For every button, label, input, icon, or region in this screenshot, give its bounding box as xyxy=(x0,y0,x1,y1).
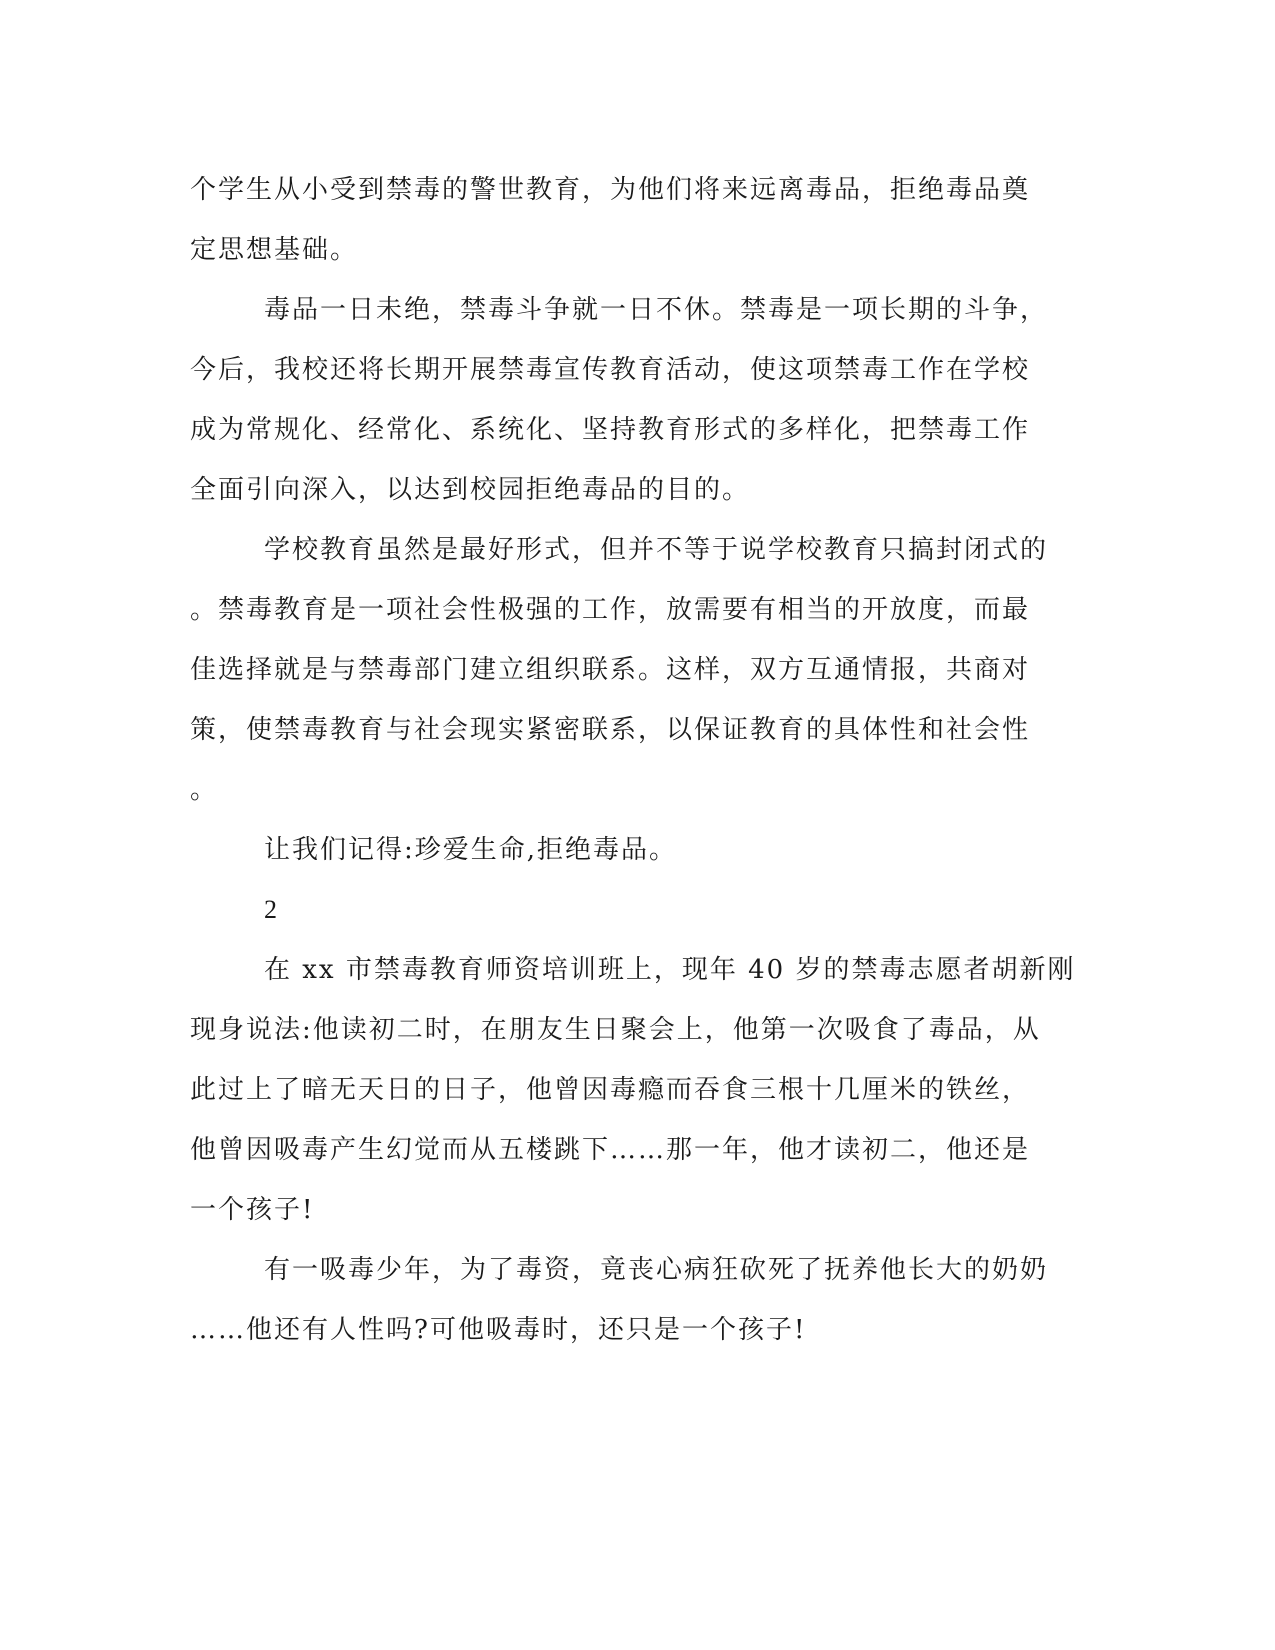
text-line: 策，使禁毒教育与社会现实紧密联系，以保证教育的具体性和社会性 xyxy=(190,715,1031,745)
text-line: ……他还有人性吗?可他吸毒时，还只是一个孩子! xyxy=(190,1315,807,1345)
text-line: 佳选择就是与禁毒部门建立组织联系。这样，双方互通情报，共商对 xyxy=(190,655,1031,685)
document-body xyxy=(190,160,1076,1360)
text-line: 学校教育虽然是最好形式，但并不等于说学校教育只搞封闭式的 xyxy=(264,535,1049,565)
text-line: 有一吸毒少年，为了毒资，竟丧心病狂砍死了抚养他长大的奶奶 xyxy=(264,1255,1049,1285)
text-line: 一个孩子! xyxy=(190,1195,315,1225)
text-line: 。禁毒教育是一项社会性极强的工作，放需要有相当的开放度，而最 xyxy=(190,595,1031,625)
text-line: 个学生从小受到禁毒的警世教育，为他们将来远离毒品，拒绝毒品奠 xyxy=(190,175,1031,205)
text-line: 现身说法:他读初二时，在朋友生日聚会上，他第一次吸食了毒品，从 xyxy=(190,1015,1041,1045)
text-line: 定思想基础。 xyxy=(190,235,359,265)
text-line: 毒品一日未绝，禁毒斗争就一日不休。禁毒是一项长期的斗争， xyxy=(264,295,1049,325)
text-line: 成为常规化、经常化、系统化、坚持教育形式的多样化，把禁毒工作 xyxy=(190,415,1031,445)
text-line: 。 xyxy=(190,775,219,805)
text-line: 他曾因吸毒产生幻觉而从五楼跳下……那一年，他才读初二，他还是 xyxy=(190,1135,1031,1165)
text-line: 全面引向深入，以达到校园拒绝毒品的目的。 xyxy=(190,475,751,505)
section-number: 2 xyxy=(264,895,279,924)
text-line: 让我们记得:珍爱生命,拒绝毒品。 xyxy=(264,835,678,865)
text-line: 今后，我校还将长期开展禁毒宣传教育活动，使这项禁毒工作在学校 xyxy=(190,355,1031,385)
text-line: 在 xx 市禁毒教育师资培训班上，现年 40 岁的禁毒志愿者胡新刚 xyxy=(264,955,1076,985)
text-line: 此过上了暗无天日的日子，他曾因毒瘾而吞食三根十几厘米的铁丝， xyxy=(190,1075,1031,1105)
